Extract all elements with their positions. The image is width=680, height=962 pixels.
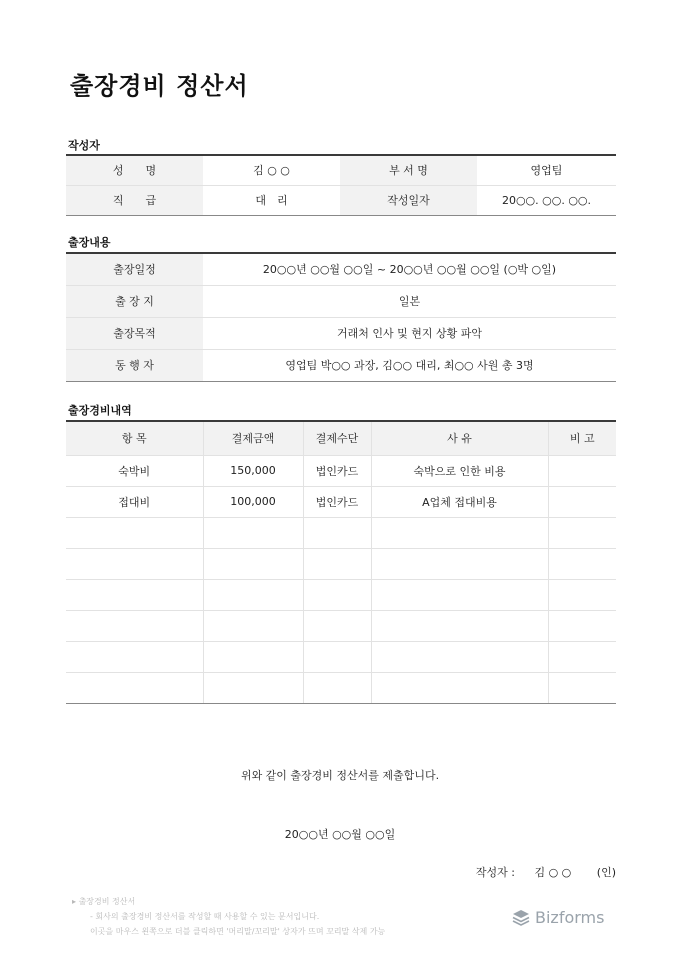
author-info-table — [66, 154, 616, 216]
expense-reason-cell[interactable] — [371, 672, 548, 703]
expense-amount-cell[interactable] — [203, 641, 303, 672]
expense-reason-cell[interactable] — [371, 610, 548, 641]
purpose-value[interactable]: 거래처 인사 및 현지 상황 파악 — [203, 317, 616, 349]
header-reason: 사 유 — [371, 421, 548, 455]
footer-note-line: - 회사의 출장경비 정산서를 작성할 때 사용할 수 있는 문서입니다. — [90, 912, 320, 921]
expense-row — [66, 672, 616, 703]
schedule-label: 출장일정 — [66, 253, 203, 285]
purpose-label: 출장목적 — [66, 317, 203, 349]
expense-amount-cell[interactable] — [203, 579, 303, 610]
expense-row — [66, 517, 616, 548]
expense-reason-cell[interactable] — [371, 548, 548, 579]
destination-value[interactable]: 일본 — [203, 285, 616, 317]
expense-reason-cell[interactable]: A업체 접대비용 — [371, 486, 548, 517]
rank-label: 직 급 — [66, 185, 203, 215]
expense-reason-cell[interactable] — [371, 641, 548, 672]
expense-amount-cell[interactable] — [203, 548, 303, 579]
author-row-rank — [66, 185, 616, 215]
bizforms-logo — [512, 908, 604, 927]
footer-note-title: 출장경비 정산서 — [78, 897, 136, 906]
author-row-name — [66, 155, 616, 185]
document-title: 출장경비 정산서 — [70, 72, 249, 100]
expense-item-cell[interactable] — [66, 517, 203, 548]
expense-reason-cell[interactable]: 숙박으로 인한 비용 — [371, 455, 548, 486]
expense-method-cell[interactable] — [303, 579, 371, 610]
expense-remarks-cell[interactable] — [548, 610, 616, 641]
logo-text: Bizforms — [535, 908, 605, 927]
footer-note-line: 이곳을 마우스 왼쪽으로 더블 클릭하면 '머리말/꼬리말' 상자가 뜨며 꼬리말 삭제 가능 — [90, 927, 386, 936]
created-date-value[interactable]: 20○○. ○○. ○○. — [477, 185, 616, 215]
expense-reason-cell[interactable] — [371, 579, 548, 610]
expense-item-cell[interactable]: 숙박비 — [66, 455, 203, 486]
header-amount: 결제금액 — [203, 421, 303, 455]
expense-remarks-cell[interactable] — [548, 672, 616, 703]
bullet-arrow-icon: ▸ — [72, 897, 77, 906]
department-value[interactable]: 영업팀 — [477, 155, 616, 185]
companions-label: 동 행 자 — [66, 349, 203, 381]
expense-remarks-cell[interactable] — [548, 548, 616, 579]
footer-note[interactable] — [72, 894, 385, 939]
expense-row — [66, 579, 616, 610]
expense-remarks-cell[interactable] — [548, 579, 616, 610]
expense-method-cell[interactable]: 법인카드 — [303, 455, 371, 486]
expense-remarks-cell[interactable] — [548, 641, 616, 672]
trip-row-purpose — [66, 317, 616, 349]
expense-item-cell[interactable] — [66, 641, 203, 672]
expense-item-cell[interactable] — [66, 610, 203, 641]
expense-table — [66, 420, 616, 704]
expense-item-cell[interactable] — [66, 579, 203, 610]
submission-date[interactable]: 20○○년 ○○월 ○○일 — [284, 828, 396, 841]
expense-amount-cell[interactable] — [203, 610, 303, 641]
expense-remarks-cell[interactable] — [548, 517, 616, 548]
expense-method-cell[interactable] — [303, 517, 371, 548]
destination-label: 출 장 지 — [66, 285, 203, 317]
expense-row — [66, 486, 616, 517]
expense-row — [66, 610, 616, 641]
expense-item-cell[interactable] — [66, 548, 203, 579]
seal-mark: (인) — [596, 866, 616, 879]
author-label: 작성자 : — [475, 866, 515, 879]
department-label: 부 서 명 — [340, 155, 477, 185]
expense-row — [66, 548, 616, 579]
name-value[interactable]: 김 ○ ○ — [203, 155, 340, 185]
expense-reason-cell[interactable] — [371, 517, 548, 548]
author-signature — [476, 864, 616, 880]
expense-method-cell[interactable] — [303, 641, 371, 672]
header-item: 항 목 — [66, 421, 203, 455]
header-payment-method: 결제수단 — [303, 421, 371, 455]
layers-icon — [512, 909, 530, 927]
author-section-heading: 작성자 — [68, 139, 100, 152]
expense-header-row — [66, 421, 616, 455]
expense-item-cell[interactable] — [66, 672, 203, 703]
expense-amount-cell[interactable]: 100,000 — [203, 486, 303, 517]
expense-remarks-cell[interactable] — [548, 455, 616, 486]
expense-row — [66, 455, 616, 486]
expense-method-cell[interactable] — [303, 610, 371, 641]
expense-amount-cell[interactable]: 150,000 — [203, 455, 303, 486]
expense-section-heading: 출장경비내역 — [68, 404, 132, 417]
expense-method-cell[interactable] — [303, 548, 371, 579]
schedule-value[interactable]: 20○○년 ○○월 ○○일 ~ 20○○년 ○○월 ○○일 (○박 ○일) — [203, 253, 616, 285]
header-remarks: 비 고 — [548, 421, 616, 455]
trip-row-destination — [66, 285, 616, 317]
submission-statement: 위와 같이 출장경비 정산서를 제출합니다. — [240, 769, 440, 782]
created-date-label: 작성일자 — [340, 185, 477, 215]
expense-item-cell[interactable]: 접대비 — [66, 486, 203, 517]
trip-section-heading: 출장내용 — [68, 236, 111, 249]
expense-amount-cell[interactable] — [203, 517, 303, 548]
companions-value[interactable]: 영업팀 박○○ 과장, 김○○ 대리, 최○○ 사원 총 3명 — [203, 349, 616, 381]
expense-amount-cell[interactable] — [203, 672, 303, 703]
expense-method-cell[interactable]: 법인카드 — [303, 486, 371, 517]
trip-details-table — [66, 252, 616, 382]
name-label: 성 명 — [66, 155, 203, 185]
expense-remarks-cell[interactable] — [548, 486, 616, 517]
footer-note-title-line — [72, 894, 385, 909]
trip-row-companions — [66, 349, 616, 381]
expense-method-cell[interactable] — [303, 672, 371, 703]
rank-value[interactable]: 대 리 — [203, 185, 340, 215]
author-name[interactable]: 김 ○ ○ — [534, 866, 572, 879]
trip-row-schedule — [66, 253, 616, 285]
expense-row — [66, 641, 616, 672]
